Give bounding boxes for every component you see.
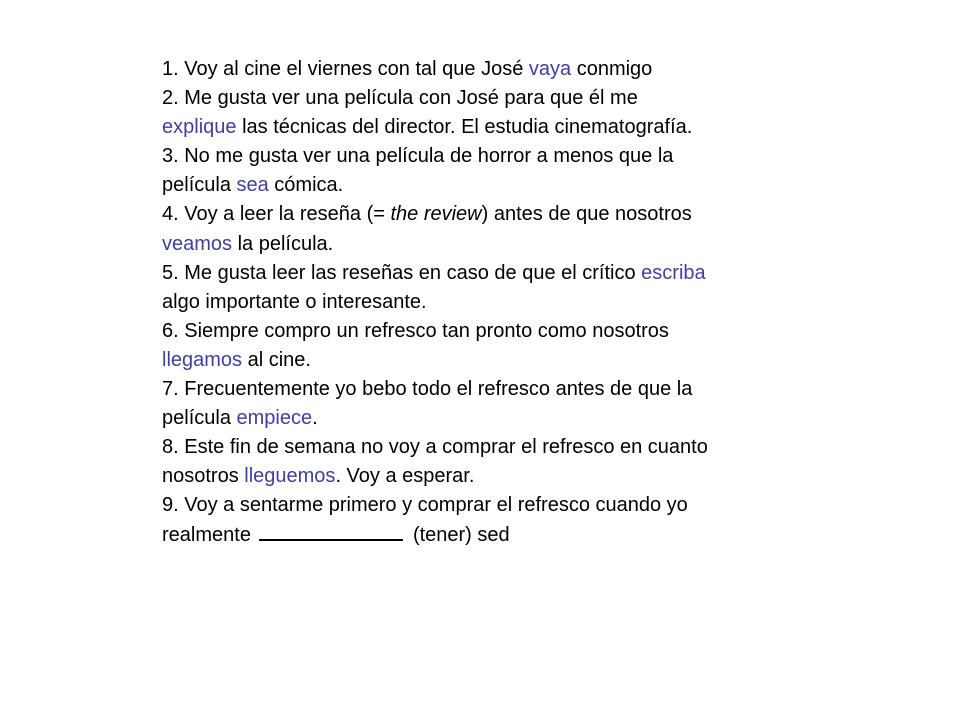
text-line <box>162 521 842 550</box>
subjunctive-verb: vaya <box>528 58 572 80</box>
subjunctive-verb: escriba <box>641 261 706 284</box>
subjunctive-verb: lleguemos <box>244 465 336 488</box>
text-line <box>162 317 842 346</box>
subjunctive-verb: llegamos <box>162 348 243 371</box>
subjunctive-verb: empiece <box>236 407 313 430</box>
subjunctive-verb: explique <box>162 116 237 139</box>
sentence-text: (tener) sed <box>412 523 510 546</box>
text-line <box>162 200 842 229</box>
text-line <box>162 84 842 113</box>
sentence-text: 8. Este fin de semana no voy a comprar el refresco en cuanto <box>162 436 708 459</box>
sentence-text: . <box>312 407 318 430</box>
text-line <box>162 288 842 317</box>
subjunctive-verb: veamos <box>162 232 233 255</box>
sentence-text: las técnicas del director. El estudia cinematografía. <box>236 116 693 139</box>
sentence-text: 2. Me gusta ver una película con José para que él me <box>162 87 638 110</box>
sentence-text: cómica. <box>268 174 344 197</box>
sentence-text: conmigo <box>571 58 653 80</box>
sentence-text: 6. Siempre compro un refresco tan pronto como nosotros <box>162 319 669 342</box>
sentence-text: la película. <box>232 232 334 255</box>
sentence-text: realmente <box>162 523 251 546</box>
sentence-text: al cine. <box>242 348 311 371</box>
sentence-text: 1. Voy al cine el viernes con tal que José <box>162 58 529 80</box>
text-line <box>162 55 842 84</box>
sentence-text: 7. Frecuentemente yo bebo todo el refresco antes de que la <box>162 378 693 401</box>
text-line <box>162 142 842 171</box>
sentence-text: 9. Voy a sentarme primero y comprar el refresco cuando yo <box>162 494 688 517</box>
sentence-text: ) antes de que nosotros <box>481 203 692 226</box>
sentence-text: algo importante o interesante. <box>162 290 427 313</box>
text-line <box>162 230 842 259</box>
english-gloss: the review <box>390 203 482 226</box>
sentence-text: 5. Me gusta leer las reseñas en caso de que el crítico <box>162 261 642 284</box>
text-line <box>162 375 842 404</box>
text-line <box>162 462 842 491</box>
text-line <box>162 113 842 142</box>
sentence-text: . Voy a esperar. <box>335 465 475 488</box>
text-line <box>162 491 842 520</box>
text-line <box>162 259 842 288</box>
exercise-text <box>162 55 842 550</box>
text-line <box>162 346 842 375</box>
sentence-text: película <box>162 174 237 197</box>
answer-blank <box>259 521 403 541</box>
subjunctive-verb: sea <box>236 174 269 197</box>
sentence-text: película <box>162 407 237 430</box>
sentence-text: 3. No me gusta ver una película de horror a menos que la <box>162 145 674 168</box>
sentence-text: nosotros <box>162 465 245 488</box>
text-line <box>162 433 842 462</box>
text-line <box>162 404 842 433</box>
sentence-text: 4. Voy a leer la reseña (= <box>162 203 391 226</box>
text-line <box>162 171 842 200</box>
